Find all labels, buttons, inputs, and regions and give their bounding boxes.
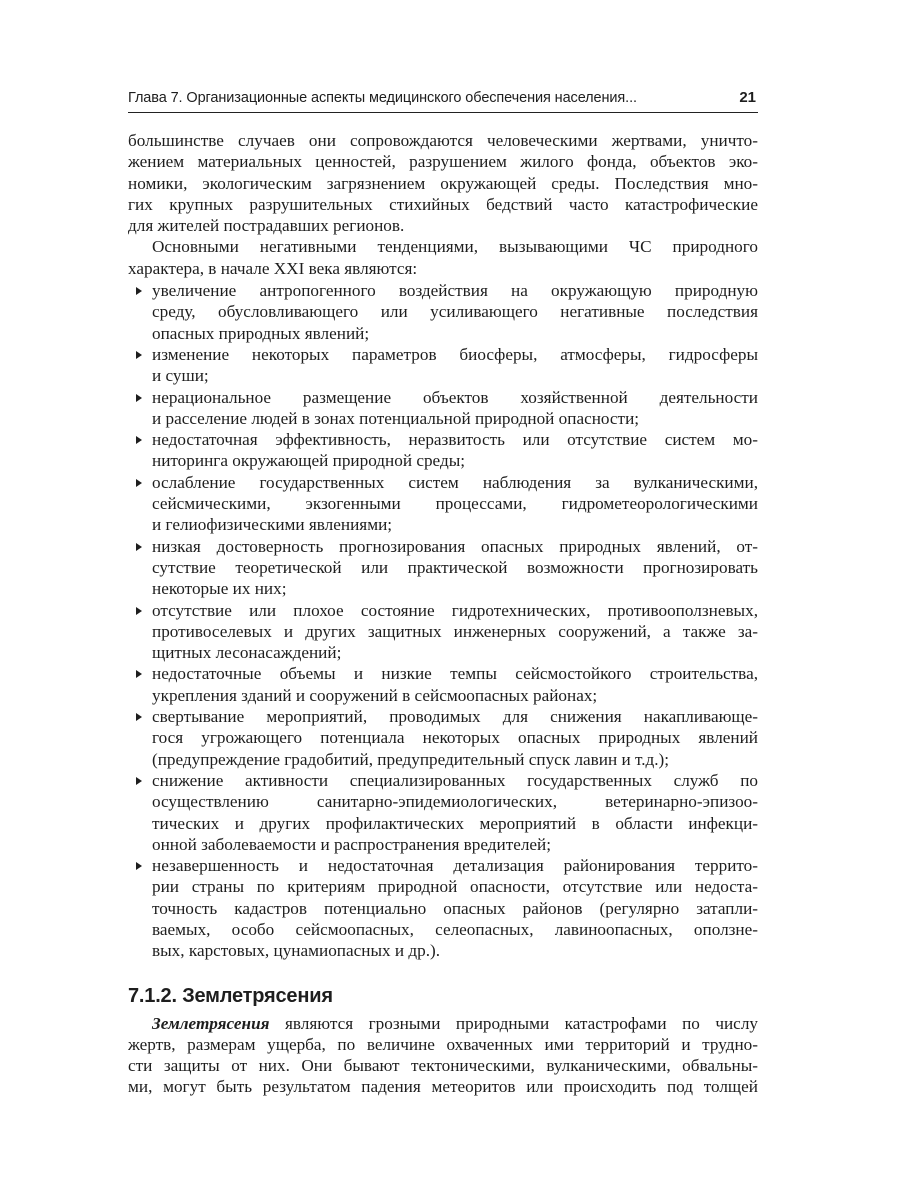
text-line: точность кадастров потенциально опасных районов (регулярно затапли- bbox=[152, 898, 758, 918]
text-line: противоселевых и других защитных инженерных сооружений, а также за- bbox=[152, 621, 758, 641]
text-line: отсутствие или плохое состояние гидротехнических, противооползневых, bbox=[152, 600, 758, 620]
text-line: некоторые их них; bbox=[152, 579, 287, 599]
text-line: рии страны по критериям природной опасности, отсутствие или недоста- bbox=[152, 877, 758, 897]
list-item bbox=[128, 663, 758, 706]
text-line: свертывание мероприятий, проводимых для снижения накапливающе- bbox=[152, 707, 758, 727]
triangle-bullet-icon bbox=[136, 351, 142, 359]
text-line: укрепления зданий и сооружений в сейсмоопасных районах; bbox=[152, 685, 598, 705]
text-line: ослабление государственных систем наблюдения за вулканическими, bbox=[152, 472, 758, 492]
text-line: щитных лесонасаждений; bbox=[152, 643, 342, 663]
text-line: ваемых, особо сейсмоопасных, селеопасных, лавиноопасных, оползне- bbox=[152, 919, 758, 939]
text-line: низкая достоверность прогнозирования опасных природных явлений, от- bbox=[152, 536, 758, 556]
text-line: жением материальных ценностей, разрушением жилого фонда, объектов эко- bbox=[128, 152, 758, 172]
text-line: для жителей пострадавших регионов. bbox=[128, 216, 405, 236]
triangle-bullet-icon bbox=[136, 394, 142, 402]
text-line: незавершенность и недостаточная детализация районирования террито- bbox=[152, 856, 758, 876]
bullet-list bbox=[128, 280, 758, 962]
paragraph-intro bbox=[128, 236, 758, 279]
triangle-bullet-icon bbox=[136, 777, 142, 785]
text-line: гих крупных разрушительных стихийных бедствий часто катастрофические bbox=[128, 194, 758, 214]
list-item bbox=[128, 387, 758, 430]
list-item bbox=[128, 280, 758, 344]
text-line: онной заболеваемости и распространения вредителей; bbox=[152, 834, 552, 854]
text-line: (предупреждение градобитий, предупредительный спуск лавин и т.д.); bbox=[152, 749, 670, 769]
page-number: 21 bbox=[739, 89, 756, 106]
text-line: среду, обусловливающего или усиливающего негативные последствия bbox=[152, 302, 758, 322]
text-line: изменение некоторых параметров биосферы, атмосферы, гидросферы bbox=[152, 344, 758, 364]
text-line: ниторинга окружающей природной среды; bbox=[152, 451, 466, 471]
triangle-bullet-icon bbox=[136, 436, 142, 444]
text-line: и гелиофизическими явлениями; bbox=[152, 515, 393, 535]
text-line: сейсмическими, экзогенными процессами, гидрометеорологическими bbox=[152, 494, 758, 514]
section-heading: 7.1.2. Землетрясения bbox=[128, 984, 333, 1007]
line-text: являются грозными природными катастрофами по числу bbox=[269, 1013, 758, 1033]
triangle-bullet-icon bbox=[136, 543, 142, 551]
list-item bbox=[128, 472, 758, 536]
running-head: Глава 7. Организационные аспекты медицинского обеспечения населения... bbox=[128, 90, 637, 106]
list-item bbox=[128, 855, 758, 961]
text-line: Основными негативными тенденциями, вызывающими ЧС природного bbox=[152, 237, 758, 257]
list-item bbox=[128, 429, 758, 472]
triangle-bullet-icon bbox=[136, 670, 142, 678]
list-item bbox=[128, 536, 758, 600]
text-line: гося угрожающего потенциала некоторых опасных природных явлений bbox=[152, 728, 758, 748]
section-paragraph bbox=[128, 1013, 758, 1098]
text-line: недостаточная эффективность, неразвитость или отсутствие систем мо- bbox=[152, 430, 758, 450]
text-line: увеличение антропогенного воздействия на окружающую природную bbox=[152, 281, 758, 301]
text-line: снижение активности специализированных государственных служб по bbox=[152, 770, 758, 790]
list-item bbox=[128, 344, 758, 387]
triangle-bullet-icon bbox=[136, 287, 142, 295]
defined-term: Землетрясения bbox=[152, 1013, 270, 1033]
text-line: тических и других профилактических мероприятий в области инфекци- bbox=[152, 813, 758, 833]
text-line: недостаточные объемы и низкие темпы сейсмостойкого строительства, bbox=[152, 664, 758, 684]
text-line: большинстве случаев они сопровождаются человеческими жертвами, уничто- bbox=[128, 131, 758, 150]
page-body bbox=[128, 130, 758, 1098]
text-line: и суши; bbox=[152, 366, 209, 386]
page-header bbox=[128, 88, 758, 113]
text-line: осуществлению санитарно-эпидемиологических, ветеринарно-эпизоо- bbox=[152, 792, 758, 812]
text-line: сутствие теоретической или практической возможности прогнозировать bbox=[152, 557, 758, 577]
paragraph-continuation bbox=[128, 130, 758, 236]
triangle-bullet-icon bbox=[136, 713, 142, 721]
list-item bbox=[128, 600, 758, 664]
text-line: жертв, размерам ущерба, по величине охваченных ими территорий и трудно- bbox=[128, 1034, 758, 1054]
text-line: номики, экологическим загрязнением окружающей среды. Последствия мно- bbox=[128, 173, 758, 193]
triangle-bullet-icon bbox=[136, 607, 142, 615]
text-line: характера, в начале XXI века являются: bbox=[128, 258, 418, 278]
list-item bbox=[128, 706, 758, 770]
text-line: и расселение людей в зонах потенциальной природной опасности; bbox=[152, 408, 640, 428]
text-line: опасных природных явлений; bbox=[152, 323, 370, 343]
triangle-bullet-icon bbox=[136, 862, 142, 870]
list-item bbox=[128, 770, 758, 855]
text-line: нерациональное размещение объектов хозяйственной деятельности bbox=[152, 387, 758, 407]
text-line: ми, могут быть результатом падения метеоритов или происходить под толщей bbox=[128, 1077, 758, 1097]
text-line bbox=[128, 1013, 758, 1034]
triangle-bullet-icon bbox=[136, 479, 142, 487]
text-line: сти защиты от них. Они бывают тектоническими, вулканическими, обвальны- bbox=[128, 1056, 758, 1076]
text-line: вых, карстовых, цунамиопасных и др.). bbox=[152, 941, 441, 961]
